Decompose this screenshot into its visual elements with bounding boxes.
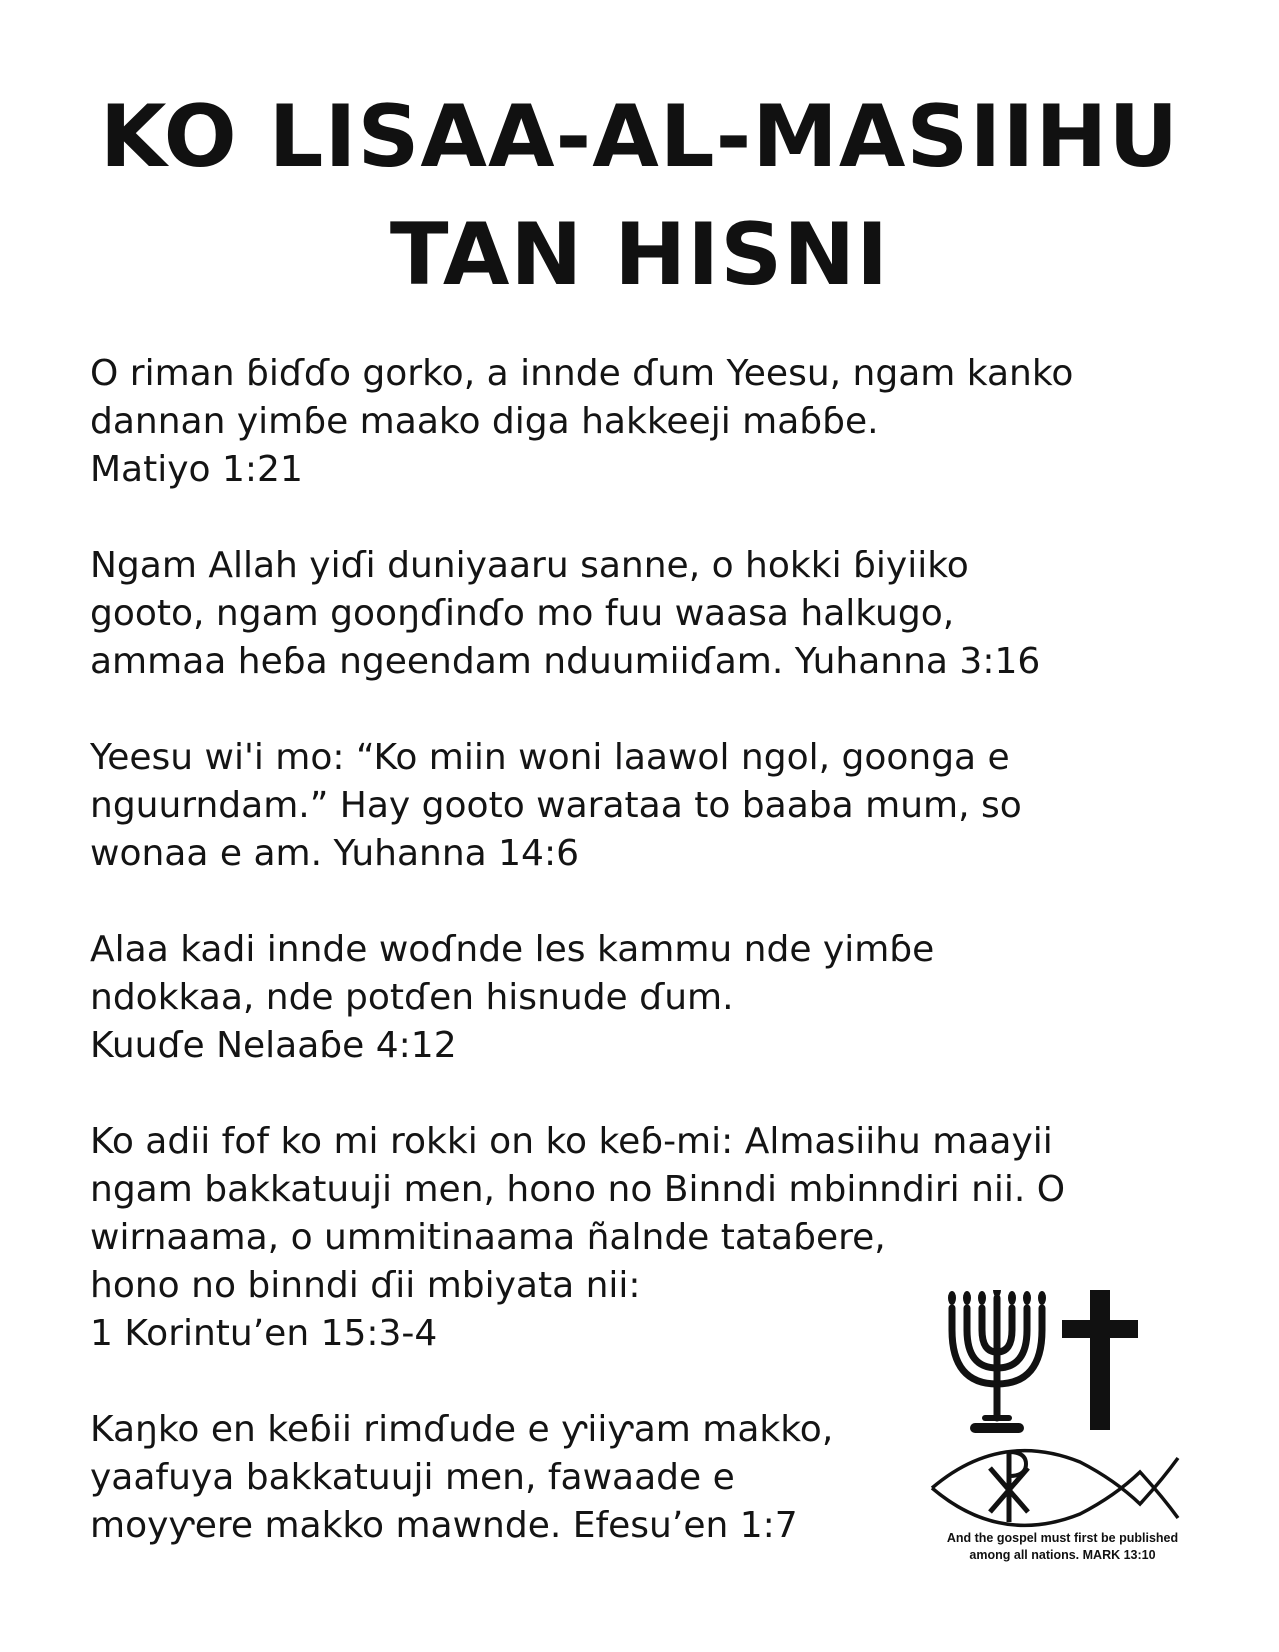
caption-line-1: And the gospel must first be published	[946, 1531, 1179, 1545]
verse-line: dannan yimɓe maako diga hakkeeji maɓɓe.	[90, 401, 879, 442]
verse-line: ndokkaa, nde potɗen hisnude ɗum.	[90, 977, 734, 1018]
verse-line: Ngam Allah yiɗi duniyaaru sanne, o hokki ɓiyiiko	[90, 545, 969, 586]
verse-line: yaafuya bakkatuuji men, fawaade e	[90, 1457, 735, 1498]
verse-line: Kaŋko en keɓii rimɗude e ƴiiƴam makko,	[90, 1409, 834, 1450]
verse-yuhanna-3	[90, 542, 1210, 686]
verse-matiyo	[90, 350, 1210, 494]
verse-reference: 1 Korintu’en 15:3-4	[90, 1313, 438, 1354]
verse-line: hono no binndi ɗii mbiyata nii:	[90, 1265, 641, 1306]
verse-line: moyƴere makko mawnde. Efesu’en 1:7	[90, 1505, 798, 1546]
verse-line: nguurndam.” Hay gooto waratаа to baaba mum, so	[90, 785, 1022, 826]
verse-line: gooto, ngam gooŋɗinɗo mo fuu waasa halkugo,	[90, 593, 955, 634]
menorah-icon	[952, 1298, 1042, 1428]
title-line-1: KO LISAA-AL-MASIIHU	[99, 87, 1180, 187]
verse-line: O riman ɓiɗɗo gorko, a innde ɗum Yeesu, ngam kanko	[90, 353, 1074, 394]
verse-reference: Matiyo 1:21	[90, 449, 303, 490]
caption-line-2: among all nations. MARK 13:10	[969, 1548, 1156, 1562]
verse-line: Alaa kadi innde woɗnde les kammu nde yimɓe	[90, 929, 935, 970]
verse-line: ammaa heɓa ngeendam nduumiiɗam. Yuhanna 3:16	[90, 641, 1041, 682]
page-title	[0, 78, 1279, 314]
verse-line: wirnaama, o ummitinaama ñalnde tataɓere,	[90, 1217, 886, 1258]
verse-line: ngam bakkatuuji men, hono no Binndi mbinndiri nii. O	[90, 1169, 1066, 1210]
verse-line: wonaa e am. Yuhanna 14:6	[90, 833, 579, 874]
verse-yuhanna-14	[90, 734, 1210, 878]
verse-line: Ko adii fof ko mi rokki on ko keɓ-mi: Almasiihu maayii	[90, 1121, 1053, 1162]
verse-kuude-nelaabe	[90, 926, 1210, 1070]
scripture-caption	[905, 1530, 1220, 1564]
ichthys-chi-rho-icon	[932, 1451, 1178, 1526]
verse-line: Yeesu wi'i mo: “Ko miin woni laawol ngol, goonga e	[90, 737, 1010, 778]
cross-icon	[1062, 1290, 1138, 1430]
verse-reference: Kuuɗe Nelaaɓe 4:12	[90, 1025, 457, 1066]
title-line-2: TAN HISNI	[389, 205, 890, 305]
